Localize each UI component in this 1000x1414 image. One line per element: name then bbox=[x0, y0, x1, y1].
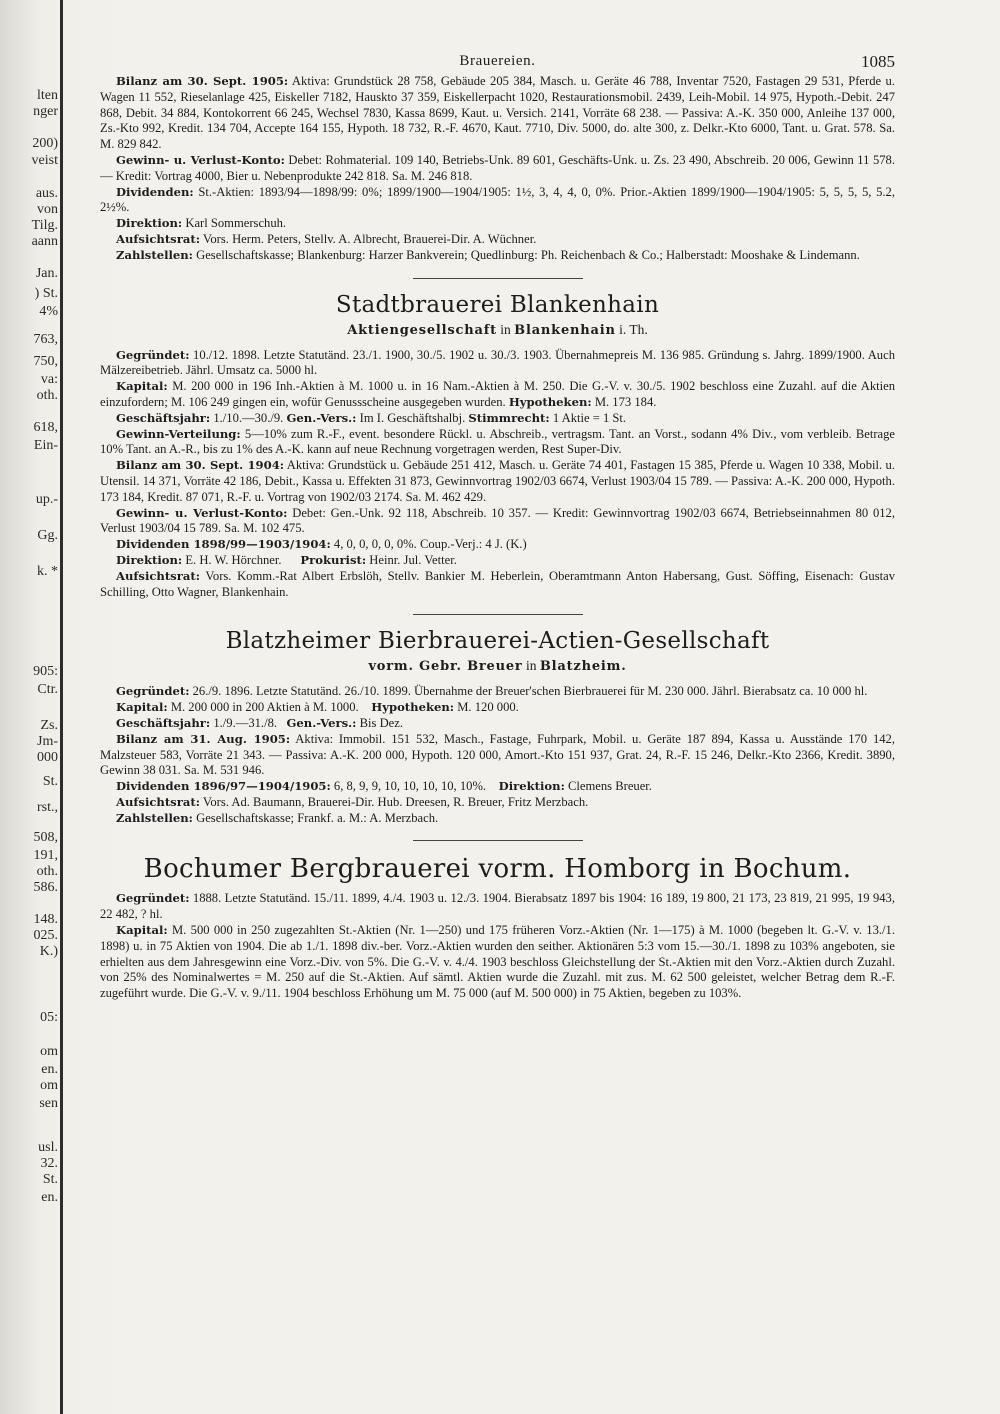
supervisory-text: Vors. Ad. Baumann, Brauerei-Dir. Hub. Dreesen, R. Breuer, Fritz Merzbach. bbox=[202, 794, 589, 809]
gutter-fragment: St. bbox=[42, 774, 58, 789]
gutter-fragment: Gg. bbox=[37, 528, 58, 543]
direction-paragraph bbox=[100, 553, 895, 569]
gutter-fragment: 32. bbox=[40, 1156, 58, 1171]
mortgages-label: Hypotheken: bbox=[508, 394, 592, 409]
direction-text: E. H. W. Hörchner. bbox=[185, 552, 282, 567]
gutter-fragment: om bbox=[40, 1044, 58, 1059]
gutter-fragment: Jan. bbox=[35, 266, 58, 281]
dividends-text: 6, 8, 9, 9, 10, 10, 10, 10, 10%. bbox=[333, 779, 487, 794]
gutter-fragment: Ctr. bbox=[37, 682, 58, 697]
bilanz-text: Aktiva: Grundstück 28 758, Gebäude 205 384, Masch. u. Geräte 46 788, Inventar 7520, Fastagen 29 531, Pferde u. Wagen 11 552, Rieselanlage 425, Eiskeller 7182, Hauskto 37 359, Eiskellerpacht 1020, Restaurationsmobil. 2439, Leih-Mobil. 14 975, Hypoth.-Debit. 247 868, Debit. 34 884, Kontokorrent 66 245, Wechsel 7830, Kassa 8699, Kaut. u. Versich. 2141, Vorräte 68 238. — Passiva: A.-K. 350 000, Anleihe 137 000, Zs.-Kto 992, Kredit. 134 704, Accepte 164 155, Hypoth. 18 732, R.-F. 4670, Kaut. 7710, Div. 5000, do. alte 300, z. Delkr.-Kto 6000, Tant. u. Grat. 578. Sa. M. 829 842. bbox=[100, 74, 895, 152]
gutter-fragment: oth. bbox=[36, 388, 58, 403]
paying-agents-paragraph bbox=[100, 811, 895, 827]
gutter-fragment: St. bbox=[42, 1172, 58, 1187]
entry-blankenhain bbox=[100, 291, 895, 601]
prokurist-label: Prokurist: bbox=[300, 552, 367, 567]
founded-paragraph bbox=[100, 684, 895, 700]
gutter-fragment: Zs. bbox=[40, 718, 58, 733]
direction-label: Direktion: bbox=[116, 216, 183, 231]
paying-agents-paragraph bbox=[100, 248, 895, 264]
supervisory-paragraph bbox=[100, 569, 895, 601]
running-title: Brauereien. bbox=[459, 53, 536, 69]
capital-text: M. 500 000 in 250 zugezahlten St.-Aktien (Nr. 1—250) und 175 früheren Vorz.-Aktien (Nr. 1—175) à M. 1000 (begeben lt. G.-V. v. 13./1. 1898) u. in 75 Aktien von 1904. Die ab 1./1. 1898 div.-ber. Vorz.-Aktien wurden den seither. Aktionären 5:3 vom 15.—30./1. 1898 zu 103% angeboten, sie erhielten aus dem Jahresgewinn eine Vorz.-Div. von 5%. Die G.-V. v. 4./4. 1903 beschloss Gleichstellung der St.-Aktien mit den Vorz.-Aktien durch Zuzahl. von 25% des Nominalwertes = M. 250 auf die St.-Aktien. Auf sämtl. Aktien wurde die Zuzahl. mit zus. M. 62 500 geleistet, welcher Betrag dem R.-F. zugeführt wurde. Die G.-V. v. 9./11. 1904 beschloss Erhöhung um M. 75 000 (auf M. 500 000) in 75 Aktien, begeben zu 103%. bbox=[100, 923, 895, 1001]
guv-label: Gewinn- u. Verlust-Konto: bbox=[116, 152, 285, 167]
company-title: Bochumer Bergbrauerei vorm. Homborg in Bochum. bbox=[143, 854, 852, 885]
paying-agents-text: Gesellschaftskasse; Frankf. a. M.: A. Merzbach. bbox=[196, 810, 439, 825]
company-title: Stadtbrauerei Blankenhain bbox=[335, 291, 660, 318]
bilanz-paragraph bbox=[100, 74, 895, 153]
document-page bbox=[100, 40, 895, 1002]
company-place: Blankenhain bbox=[514, 322, 616, 338]
general-meeting-text: Bis Dez. bbox=[359, 715, 403, 730]
guv-paragraph bbox=[100, 506, 895, 538]
bilanz-text: Aktiva: Immobil. 151 532, Masch., Fastage, Fuhrpark, Mobil. u. Geräte 187 894, Kassa u. Ausstände 170 142, Malzsteuer 583, Vorräte 21 343. — Passiva: A.-K. 200 000, Hypoth. 120 000, Amort.-Kto 151 937, Grat. 24, R.-F. 15 246, Delkr.-Kto 2366, Kredit. 3890, Gewinn 38 031. Sa. M. 531 946. bbox=[100, 731, 895, 778]
company-former-name: vorm. Gebr. Breuer bbox=[368, 659, 523, 675]
voting-right-label: Stimmrecht: bbox=[468, 410, 550, 425]
subtitle-rest: i. Th. bbox=[619, 321, 648, 337]
capital-paragraph bbox=[100, 923, 895, 1002]
gutter-fragment: 763, bbox=[33, 332, 58, 347]
direction-text: Clemens Breuer. bbox=[568, 779, 652, 794]
gutter-fragment: en. bbox=[41, 1190, 58, 1205]
dividends-label: Dividenden 1896/97—1904/1905: bbox=[116, 779, 331, 794]
gutter-fragment: rst., bbox=[37, 800, 58, 815]
direction-text: Karl Sommerschuh. bbox=[185, 216, 287, 231]
capital-paragraph bbox=[100, 379, 895, 411]
dividends-paragraph bbox=[100, 779, 895, 795]
mortgages-text: M. 120 000. bbox=[457, 700, 519, 715]
dividends-text: St.-Aktien: 1893/94—1898/99: 0%; 1899/1900—1904/1905: 1½, 3, 4, 4, 0, 0%. Prior.-Aktien 1899/1900—1904/1905: 5, 5, 5, 5, 5.2, 2½%. bbox=[100, 184, 895, 215]
direction-label: Direktion: bbox=[498, 779, 565, 794]
general-meeting-label: Gen.-Vers.: bbox=[286, 410, 357, 425]
company-subtitle bbox=[100, 657, 895, 676]
direction-paragraph bbox=[100, 216, 895, 232]
fiscal-year-label: Geschäftsjahr: bbox=[116, 715, 211, 730]
supervisory-label: Aufsichtsrat: bbox=[116, 568, 200, 583]
gutter-fragment: von bbox=[37, 202, 58, 217]
fiscal-year-label: Geschäftsjahr: bbox=[116, 410, 211, 425]
profit-distribution-paragraph bbox=[100, 427, 895, 459]
gutter-fragment: aus. bbox=[35, 186, 58, 201]
founded-label: Gegründet: bbox=[116, 684, 190, 699]
founded-label: Gegründet: bbox=[116, 347, 190, 362]
founded-text: 1888. Letzte Statutänd. 15./11. 1899, 4./4. 1903 u. 12./3. 1904. Bierabsatz 1897 bis 1904: 16 189, 19 800, 21 173, 23 819, 21 995, 19 943, 22 482, ? hl. bbox=[100, 891, 896, 922]
guv-label: Gewinn- u. Verlust-Konto: bbox=[116, 505, 288, 520]
gutter-fragment: k. * bbox=[37, 564, 58, 579]
founded-paragraph bbox=[100, 891, 895, 923]
gutter-fragment: 586. bbox=[33, 880, 58, 895]
capital-text: M. 200 000 in 196 Inh.-Aktien à M. 1000 u. in 16 Nam.-Aktien à M. 250. Die G.-V. v. 30./5. 1902 beschloss eine Zuzahl. auf die Aktien einzufordern; M. 106 249 gingen ein, wofür Genussscheine ausgegeben wurden. bbox=[100, 379, 895, 409]
gutter-fragment: 200) bbox=[32, 136, 58, 151]
bilanz-paragraph bbox=[100, 458, 895, 505]
dividends-paragraph bbox=[100, 537, 895, 553]
supervisory-label: Aufsichtsrat: bbox=[116, 794, 200, 809]
gutter-fragment: aann bbox=[31, 234, 58, 249]
page-number: 1085 bbox=[861, 52, 895, 71]
guv-text: Debet: Gen.-Unk. 92 118, Abschreib. 10 357. — Kredit: Gewinnvortrag 1902/03 6674, Betriebseinnahmen 80 012, Verlust 1903/04 15 789. Sa. M. 102 475. bbox=[100, 505, 895, 536]
capital-text: M. 200 000 in 200 Aktien à M. 1000. bbox=[170, 700, 359, 715]
bilanz-label: Bilanz am 30. Sept. 1905: bbox=[116, 74, 289, 88]
subtitle-in: in bbox=[525, 658, 537, 674]
guv-paragraph bbox=[100, 153, 895, 185]
capital-paragraph bbox=[100, 700, 895, 716]
gutter-fragment: up.- bbox=[35, 492, 58, 507]
founded-paragraph bbox=[100, 348, 895, 380]
left-page-gutter bbox=[0, 0, 64, 1414]
voting-right-text: 1 Aktie = 1 St. bbox=[552, 410, 627, 425]
company-place: Blatzheim. bbox=[539, 659, 627, 675]
paying-agents-label: Zahlstellen: bbox=[116, 810, 193, 825]
gutter-fragment: 750, bbox=[33, 354, 58, 369]
dividends-paragraph bbox=[100, 185, 895, 217]
bilanz-label: Bilanz am 31. Aug. 1905: bbox=[116, 731, 291, 746]
capital-label: Kapital: bbox=[116, 923, 168, 938]
fiscal-year-text: 1./10.—30./9. bbox=[213, 410, 284, 425]
gutter-fragment: 905: bbox=[33, 664, 58, 679]
gutter-fragment: ) St. bbox=[34, 286, 58, 301]
profit-distribution-text: 5—10% zum R.-F., event. besondere Rückl. u. Abschreib., vertragsm. Tant. an Vorst., sodann 4% Div., vom verbleib. Betrage 10% Tant. an A.-R., bis zu 1% des A.-K. kann auf neue Rechnung vorgetragen werden, Rest Super-Div. bbox=[100, 426, 895, 457]
entry-bochum bbox=[100, 853, 895, 1002]
general-meeting-label: Gen.-Vers.: bbox=[286, 715, 357, 730]
entry-blatzheim bbox=[100, 627, 895, 826]
mortgages-text: M. 173 184. bbox=[594, 394, 657, 409]
gutter-fragment: 148. bbox=[33, 912, 58, 927]
gutter-fragment: 508, bbox=[33, 830, 58, 845]
section-divider bbox=[413, 840, 583, 841]
gutter-fragment: 000 bbox=[37, 750, 58, 765]
gutter-fragment: sen bbox=[39, 1096, 58, 1111]
gutter-fragment: 025. bbox=[33, 928, 58, 943]
prokurist-text: Heinr. Jul. Vetter. bbox=[369, 552, 457, 567]
gutter-fragment: nger bbox=[33, 104, 58, 119]
capital-label: Kapital: bbox=[116, 379, 168, 394]
supervisory-paragraph bbox=[100, 232, 895, 248]
company-title: Blatzheimer Bierbrauerei-Actien-Gesellschaft bbox=[225, 628, 770, 655]
fiscal-paragraph bbox=[100, 411, 895, 427]
section-divider bbox=[413, 614, 583, 615]
subtitle-in: in bbox=[500, 321, 511, 337]
dividends-label: Dividenden: bbox=[116, 184, 194, 199]
supervisory-paragraph bbox=[100, 795, 895, 811]
supervisory-label: Aufsichtsrat: bbox=[116, 231, 200, 246]
gutter-fragment: veist bbox=[31, 153, 58, 168]
gutter-fragment: 191, bbox=[33, 848, 58, 863]
supervisory-text: Vors. Herm. Peters, Stellv. A. Albrecht, Brauerei-Dir. A. Wüchner. bbox=[202, 231, 537, 246]
fiscal-year-text: 1./9.—31./8. bbox=[213, 715, 278, 730]
company-form: Aktiengesellschaft bbox=[347, 322, 497, 338]
general-meeting-text: Im I. Geschäftshalbj. bbox=[359, 410, 466, 425]
gutter-fragment: usl. bbox=[38, 1140, 58, 1155]
gutter-fragment: oth. bbox=[36, 864, 58, 879]
gutter-fragment: om bbox=[40, 1078, 58, 1093]
founded-text: 10./12. 1898. Letzte Statutänd. 23./1. 1900, 30./5. 1902 u. 30./3. 1903. Übernahmepreis M. 136 985. Gründung s. Jahrg. 1899/1900. Auch Mälzereibetrieb. Jährl. Umsatz ca. 5000 hl. bbox=[100, 347, 895, 378]
bilanz-text: Aktiva: Grundstück u. Gebäude 251 412, Masch. u. Geräte 74 401, Fastagen 15 385, Pferde u. Wagen 10 338, Mobil. u. Utensil. 14 371, Vorräte 42 186, Debit., Kassa u. Effekten 31 873, Gewinnvortrag 1902/03 6674, Verlust 1903/04 15 789. — Passiva: A.-K. 200 000, Hypoth. 173 184, Kredit. 87 071, R.-F. u. Vortrag von 1902/03 2174. Sa. M. 462 429. bbox=[100, 458, 895, 504]
gutter-fragment: Jm- bbox=[37, 734, 58, 749]
capital-label: Kapital: bbox=[116, 700, 168, 715]
dividends-text: 4, 0, 0, 0, 0, 0%. Coup.-Verj.: 4 J. (K.) bbox=[333, 537, 527, 552]
entry-continuation bbox=[100, 74, 895, 264]
paying-agents-text: Gesellschaftskasse; Blankenburg: Harzer Bankverein; Quedlinburg: Ph. Reichenbach & Co.; Halberstadt: Mooshake & Lindemann. bbox=[196, 247, 860, 262]
mortgages-label: Hypotheken: bbox=[371, 700, 455, 715]
supervisory-text: Vors. Komm.-Rat Albert Erbslöh, Stellv. Bankier M. Heberlein, Oberamtmann Anton Habersang, Gust. Söffing, Eisenach: Gustav Schilling, Otto Wagner, Blankenhain. bbox=[100, 568, 896, 599]
founded-text: 26./9. 1896. Letzte Statutänd. 26./10. 1899. Übernahme der Breuer'schen Bierbrauerei für M. 230 000. Jährl. Bierabsatz ca. 10 000 hl. bbox=[192, 684, 868, 699]
guv-text: Debet: Rohmaterial. 109 140, Betriebs-Unk. 89 601, Geschäfts-Unk. u. Zs. 23 490, Abschreib. 20 006, Gewinn 11 578. — Kredit: Vortrag 4000, Bier u. Nebenprodukte 242 818. Sa. M. 246 818. bbox=[100, 152, 895, 183]
binding-shadow bbox=[60, 0, 63, 1414]
gutter-fragment: va: bbox=[40, 372, 58, 387]
gutter-fragment: Tilg. bbox=[31, 218, 58, 233]
gutter-fragment: en. bbox=[41, 1062, 58, 1077]
bilanz-label: Bilanz am 30. Sept. 1904: bbox=[116, 458, 285, 473]
gutter-fragment: Ein- bbox=[33, 438, 58, 453]
company-subtitle bbox=[100, 321, 895, 340]
paying-agents-label: Zahlstellen: bbox=[116, 247, 193, 262]
running-head bbox=[100, 40, 895, 74]
founded-label: Gegründet: bbox=[116, 891, 190, 906]
dividends-label: Dividenden 1898/99—1903/1904: bbox=[116, 537, 331, 552]
direction-label: Direktion: bbox=[116, 552, 183, 567]
gutter-fragment: K.) bbox=[39, 944, 58, 959]
gutter-fragment: 4% bbox=[39, 304, 58, 319]
profit-distribution-label: Gewinn-Verteilung: bbox=[116, 426, 241, 441]
fiscal-paragraph bbox=[100, 716, 895, 732]
section-divider bbox=[413, 278, 583, 279]
bilanz-paragraph bbox=[100, 732, 895, 779]
gutter-fragment: 618, bbox=[33, 420, 58, 435]
gutter-fragment: 05: bbox=[40, 1010, 58, 1025]
gutter-fragment: lten bbox=[37, 88, 58, 103]
